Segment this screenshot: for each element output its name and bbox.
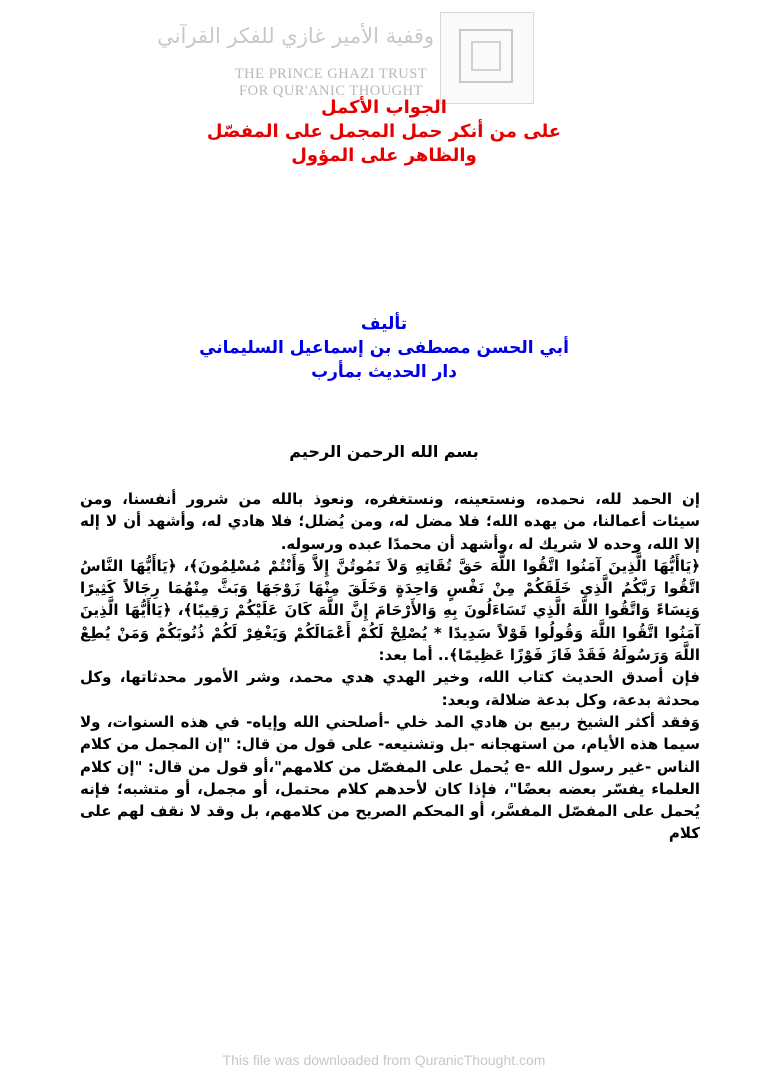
publisher-logo [157,8,534,108]
logo-arabic-text: وقفية الأمير غازي للفكر القرآني [157,24,434,48]
logo-english-line2: FOR QUR'ANIC THOUGHT [239,83,423,99]
paragraph-3: فإن أصدق الحديث كتاب الله، وخير الهدي هدي محمد، وشر الأمور محدثاتها، وكل محدثة بدعة، وكل بدعة ضلالة، وبعد: [80,668,700,709]
basmala: بسم الله الرحمن الرحيم [289,442,479,461]
book-title [180,96,588,168]
paragraph-2: ﴿يَاأَيُّهَا الَّذِينَ آمَنُوا اتَّقُوا اللَّهَ حَقَّ تُقَاتِهِ وَلاَ تَمُوتُنَّ إِلاَّ وَأَنْتُمْ مُسْلِمُونَ﴾، ﴿يَاأَيُّهَا النَّاسُ اتَّقُوا رَبَّكُمُ الَّذِي خَلَقَكُمْ مِنْ نَفْسٍ وَاحِدَةٍ وَخَلَقَ مِنْهَا زَوْجَهَا وَبَثَّ مِنْهُمَا رِجَالاً كَثِيرًا وَنِسَاءً وَاتَّقُوا اللَّهَ الَّذِي تَسَاءَلُونَ بِهِ وَالأَرْحَامَ إِنَّ اللَّهَ كَانَ عَلَيْكُمْ رَقِيبًا﴾، ﴿يَاأَيُّهَا الَّذِينَ آمَنُوا اتَّقُوا اللَّهَ وَقُولُوا قَوْلاً سَدِيدًا * يُصْلِحْ لَكُمْ أَعْمَالَكُمْ وَيَغْفِرْ لَكُمْ ذُنُوبَكُمْ وَمَنْ يُطِعْ اللَّهَ وَرَسُولَهُ فَقَدْ فَازَ فَوْزًا عَظِيمًا﴾.. أما بعد: [80,556,700,665]
download-footer: This file was downloaded from QuranicThought.com [222,1052,546,1068]
title-line-1: الجواب الأكمل [321,97,447,118]
logo-emblem [440,12,534,104]
author-block [180,312,588,384]
author-label: تأليف [360,314,408,334]
paragraph-1: إن الحمد لله، نحمده، ونستعينه، ونستغفره، ونعوذ بالله من شرور أنفسنا، ومن سيئات أعمالنا، من يهده الله؛ فلا مضل له، ومن يُضلل؛ فلا هادي له، وأشهد أن لا إله إلا الله، وحده لا شريك له ،وأشهد أن محمدًا عبده ورسوله. [80,490,700,553]
title-line-2: على من أنكر حمل المجمل على المفصّل [206,121,562,142]
logo-english-text [226,66,436,100]
logo-english-line1: THE PRINCE GHAZI TRUST [234,66,428,82]
author-name: أبي الحسن مصطفى بن إسماعيل السليماني [199,338,569,358]
title-line-3: والظاهر على المؤول [291,145,477,166]
author-place: دار الحديث بمأرب [311,362,457,382]
paragraph-4: وَفقد أكثر الشيخ ربيع بن هادي المد خلي -أصلحني الله وإياه- في هذه السنوات، ولا سيما هذه الأيام، من استهجانه -بل وتشنيعه- على قول من قال: "إن المجمل من كلام الناس -غير رسول الله -e يُحمل على المفصّل من كلامهم"،أو قول من قال: "إن كلام العلماء يفسّر بعضه بعضًا"، فإذا كان لأحدهم كلام محتمل، أو مجمل، أو متشبه؛ فإنه يُحمل على المفصّل المفسَّر، أو المحكم الصريح من كلامهم، بل وقد لا نقف لهم على كلام [80,712,700,843]
body-text [80,488,700,845]
